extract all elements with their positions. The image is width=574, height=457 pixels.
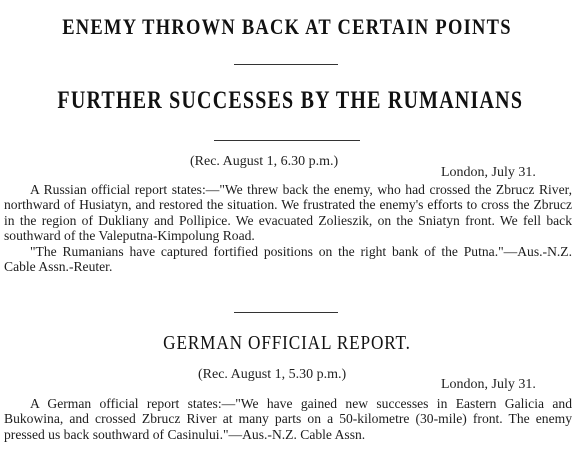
article-1-paragraph-2: "The Rumanians have captured fortified positions on the right bank of the Putna."—Aus.-N.Z. Cable Assn.-Reuter. [4,243,572,275]
headline-german-report: GERMAN OFFICIAL REPORT. [163,332,411,354]
article-1-body [4,182,572,274]
headline-main: FURTHER SUCCESSES BY THE RUMANIANS [57,87,524,114]
section-divider [214,140,360,141]
headline-divider [234,64,338,65]
received-time-1: (Rec. August 1, 6.30 p.m.) [190,154,339,169]
dateline-1: London, July 31. [441,165,536,180]
article-2-paragraph-1: A German official report states:—"We have gained new successes in Eastern Galicia and Bukowina, and crossed Zbrucz River at many parts on a 50-kilometre (30-mile) front. The enemy pressed us back southward of Casinului."—Aus.-N.Z. Cable Assn. [4,396,572,442]
article-1-paragraph-1: A Russian official report states:—"We threw back the enemy, who had crossed the Zbrucz River, northward of Husiatyn, and restored the situation. We frustrated the enemy's efforts to cross the Zbrucz in the region of Dukliany and Pollipice. We evacuated Zolieszik, on the Sniatyn front. We fell back southward of the Valeputna-Kimpolung Road. [4,182,572,244]
dateline-2: London, July 31. [441,377,536,392]
article-2-body [4,396,572,442]
article-divider [234,312,338,313]
headline-top: ENEMY THROWN BACK AT CERTAIN POINTS [62,14,512,39]
received-time-2: (Rec. August 1, 5.30 p.m.) [198,367,347,382]
